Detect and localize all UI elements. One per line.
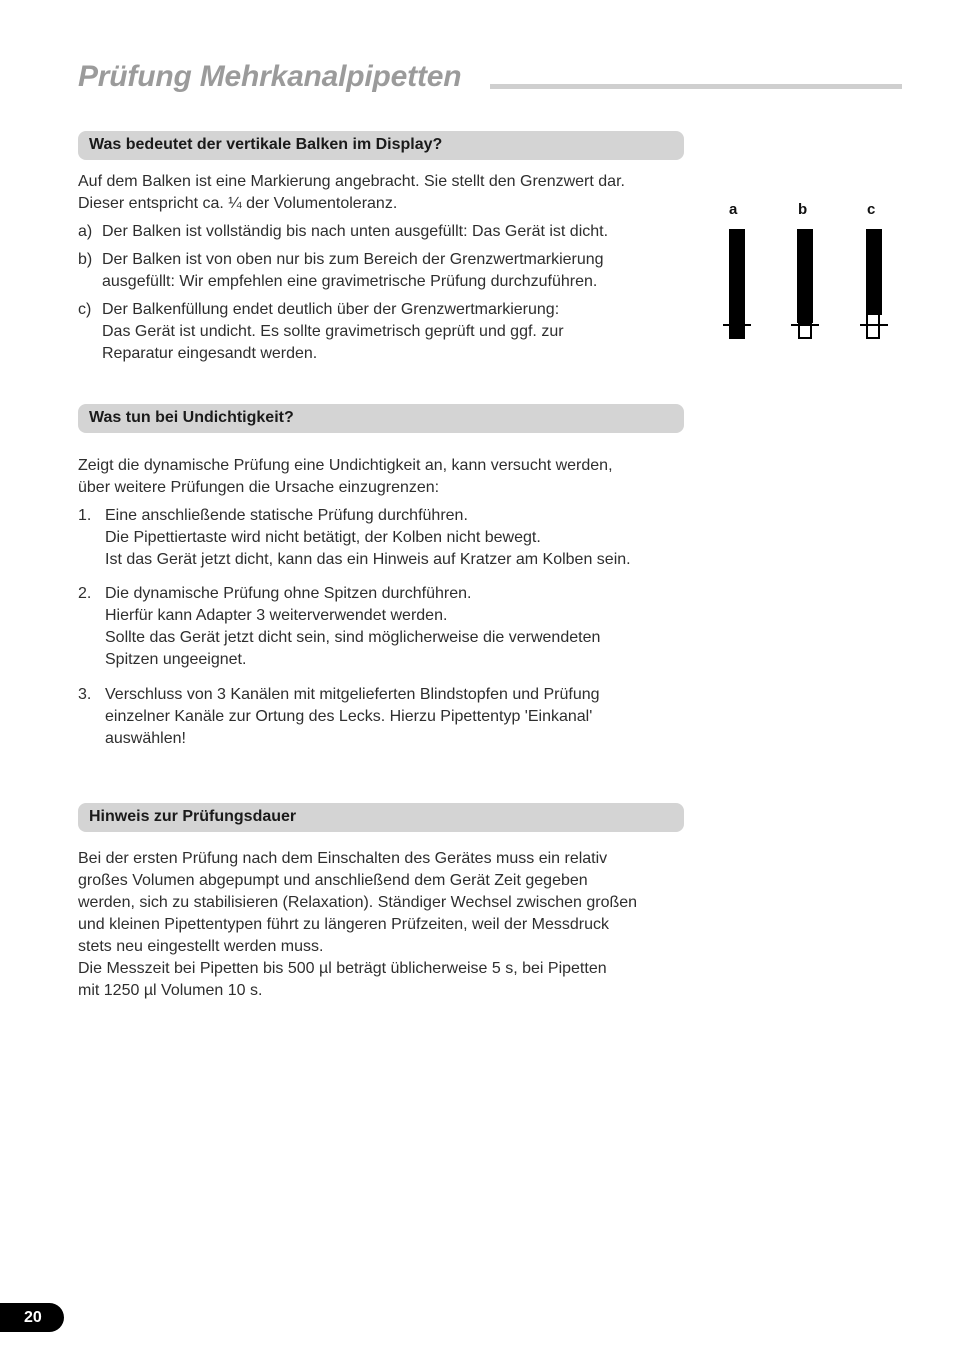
paragraph-line: Die Messzeit bei Pipetten bis 500 µl beträgt üblicherweise 5 s, bei Pipetten: [78, 960, 607, 977]
list-item-line: Reparatur eingesandt werden.: [102, 345, 318, 362]
title-row: [78, 60, 902, 100]
section-heading: Was tun bei Undichtigkeit?: [89, 409, 294, 426]
section-heading: Was bedeutet der vertikale Balken im Display?: [89, 136, 443, 153]
paragraph-line: stets neu eingestellt werden muss.: [78, 938, 324, 955]
list-item-line: Das Gerät ist undicht. Es sollte gravimetrisch geprüft und ggf. zur: [102, 323, 564, 340]
diagram-label-c: c: [867, 201, 876, 218]
title-rule: [490, 84, 902, 89]
display-bar-short: [866, 229, 882, 315]
display-bar-full: [729, 229, 745, 339]
threshold-mark: [860, 324, 888, 326]
page-number: 20: [24, 1309, 42, 1326]
list-item-line: Die dynamische Prüfung ohne Spitzen durchführen.: [105, 585, 472, 602]
section-heading: Hinweis zur Prüfungsdauer: [89, 808, 297, 825]
section-heading-bar: [78, 803, 684, 832]
page-title: Prüfung Mehrkanalpipetten: [78, 60, 462, 93]
paragraph-line: Bei der ersten Prüfung nach dem Einschalten des Gerätes muss ein relativ: [78, 850, 608, 867]
list-item-line: Der Balken ist von oben nur bis zum Bereich der Grenzwertmarkierung: [102, 251, 604, 268]
list-item-line: Der Balkenfüllung endet deutlich über der Grenzwertmarkierung:: [102, 301, 560, 318]
list-item-line: Sollte das Gerät jetzt dicht sein, sind möglicherweise die verwendeten: [105, 629, 601, 646]
list-marker: 2.: [78, 585, 92, 602]
paragraph-line: und kleinen Pipettentypen führt zu längeren Prüfzeiten, weil der Messdruck: [78, 916, 609, 933]
display-bar-empty-segment: [866, 313, 880, 339]
list-item-line: Ist das Gerät jetzt dicht, kann das ein Hinweis auf Kratzer am Kolben sein.: [105, 551, 631, 568]
list-item-line: einzelner Kanäle zur Ortung des Lecks. Hierzu Pipettentyp 'Einkanal': [105, 708, 593, 725]
threshold-mark: [791, 324, 819, 326]
list-item-line: Eine anschließende statische Prüfung durchführen.: [105, 507, 468, 524]
paragraph-line: Auf dem Balken ist eine Markierung angebracht. Sie stellt den Grenzwert dar.: [78, 173, 625, 190]
section-heading-bar: [78, 131, 684, 160]
list-marker: c): [78, 301, 92, 318]
paragraph-line: mit 1250 µl Volumen 10 s.: [78, 982, 263, 999]
diagram-label-a: a: [729, 201, 738, 218]
list-marker: 1.: [78, 507, 92, 524]
list-marker: a): [78, 223, 93, 240]
display-bar-diagram: [716, 195, 896, 345]
list-item-line: ausgefüllt: Wir empfehlen eine gravimetrische Prüfung durchzuführen.: [102, 273, 598, 290]
section-heading-bar: [78, 404, 684, 433]
list-marker: b): [78, 251, 93, 268]
list-item-line: Verschluss von 3 Kanälen mit mitgelieferten Blindstopfen und Prüfung: [105, 686, 600, 703]
paragraph-line: über weitere Prüfungen die Ursache einzugrenzen:: [78, 479, 440, 496]
diagram-label-b: b: [798, 201, 808, 218]
threshold-mark: [723, 324, 751, 326]
list-marker: 3.: [78, 686, 92, 703]
paragraph-line: Zeigt die dynamische Prüfung eine Undichtigkeit an, kann versucht werden,: [78, 457, 613, 474]
display-bar-partial: [797, 229, 813, 323]
list-item-line: Spitzen ungeeignet.: [105, 651, 247, 668]
list-item-line: Der Balken ist vollständig bis nach unten ausgefüllt: Das Gerät ist dicht.: [102, 223, 609, 240]
paragraph-line: werden, sich zu stabilisieren (Relaxation). Ständiger Wechsel zwischen großen: [78, 894, 638, 911]
list-item-line: Hierfür kann Adapter 3 weiterverwendet werden.: [105, 607, 448, 624]
list-item-line: Die Pipettiertaste wird nicht betätigt, der Kolben nicht bewegt.: [105, 529, 541, 546]
page-number-tab: [0, 1303, 64, 1332]
paragraph-line: Dieser entspricht ca. ¼ der Volumentoleranz.: [78, 195, 398, 212]
list-item-line: auswählen!: [105, 730, 186, 747]
paragraph-line: großes Volumen abgepumpt und anschließend dem Gerät Zeit gegeben: [78, 872, 588, 889]
